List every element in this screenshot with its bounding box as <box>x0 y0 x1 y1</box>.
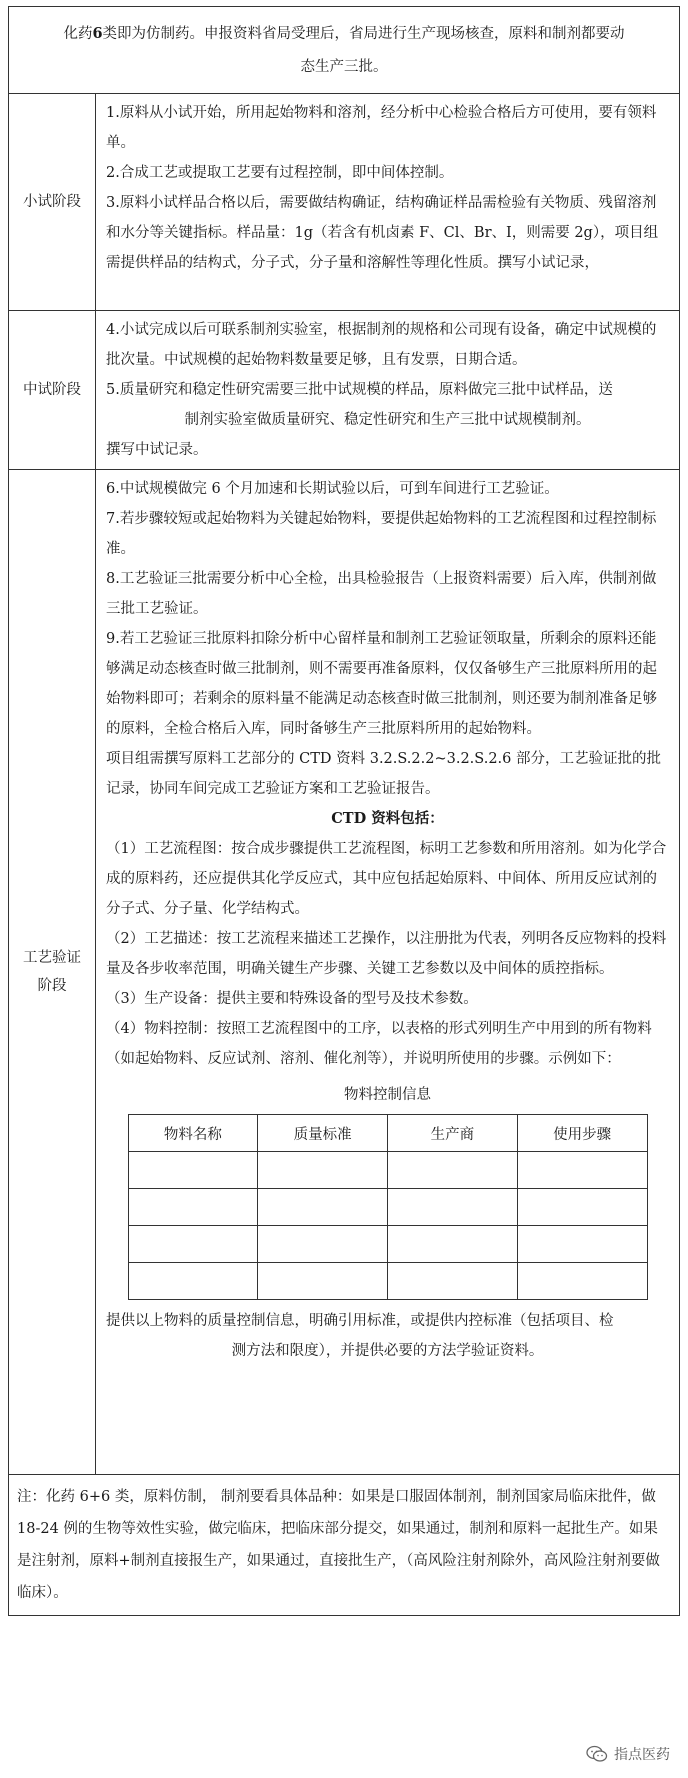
table-cell <box>388 1189 518 1226</box>
process-after-b: 测方法和限度），并提供必要的方法学验证资料。 <box>231 1343 544 1359</box>
table-cell <box>128 1263 258 1300</box>
intro-line1-b: 6 <box>92 25 103 42</box>
table-cell <box>258 1189 388 1226</box>
watermark <box>582 1742 674 1766</box>
small-scale-row <box>9 94 679 311</box>
table-cell <box>517 1152 647 1189</box>
header-quality-standard: 质量标准 <box>258 1115 388 1152</box>
table-cell <box>388 1152 518 1189</box>
process-after-a: 提供以上物料的质量控制信息，明确引用标准，或提供内控标准（包括项目、检 <box>106 1313 614 1329</box>
table-cell <box>128 1189 258 1226</box>
small-p1: 1.原料从小试开始，所用起始物料和溶剂，经分析中心检验合格后方可使用，要有领料单。 <box>106 105 657 151</box>
mid-scale-content <box>96 311 679 469</box>
table-cell <box>388 1226 518 1263</box>
mid-scale-label-text: 中试阶段 <box>23 382 81 398</box>
mid-p4: 4.小试完成以后可联系制剂实验室，根据制剂的规格和公司现有设备，确定中试规模的批次量。中试规模的起始物料数量要足够，且有发票，日期合适。 <box>106 322 657 368</box>
process-p9: 9.若工艺验证三批原料扣除分析中心留样量和制剂工艺验证领取量，所剩余的原料还能够满足动态核查时做三批制剂，则不需要再准备原料，仅仅备够生产三批原料所用的起始物料即可；若剩余的原料量不能满足动态核查时做三批制剂，则还要为制剂准备足够的原料，全检合格后入库，同时备够生产三批原料所用的起始物料。 <box>106 631 657 737</box>
process-validation-row <box>9 470 679 1475</box>
material-table-title: 物料控制信息 <box>344 1087 431 1103</box>
table-row <box>128 1189 647 1226</box>
header-manufacturer: 生产商 <box>388 1115 518 1152</box>
small-scale-content <box>96 94 679 310</box>
table-cell <box>128 1226 258 1263</box>
table-cell <box>128 1152 258 1189</box>
table-cell <box>258 1263 388 1300</box>
ctd-item-1: （1）工艺流程图：按合成步骤提供工艺流程图，标明工艺参数和所用溶剂。如为化学合成的原料药，还应提供其化学反应式，其中应包括起始原料、中间体、所用反应试剂的分子式、分子量、化学结构式。 <box>106 841 667 917</box>
wechat-icon <box>586 1745 608 1763</box>
process-validation-content <box>96 470 679 1474</box>
process-p7: 7.若步骤较短或起始物料为关键起始物料，要提供起始物料的工艺流程图和过程控制标准。 <box>106 511 657 557</box>
ctd-title-a: CTD <box>331 810 367 827</box>
intro-line2: 态生产三批。 <box>300 59 388 75</box>
process-p8: 8.工艺验证三批需要分析中心全检，出具检验报告（上报资料需要）后入库，供制剂做三批工艺验证。 <box>106 571 657 617</box>
mid-p5c: 撰写中试记录。 <box>106 442 208 458</box>
mid-scale-label <box>9 311 96 469</box>
header-material-name: 物料名称 <box>128 1115 258 1152</box>
material-table-header-row <box>128 1115 647 1152</box>
ctd-title <box>106 804 669 834</box>
small-scale-label <box>9 94 96 310</box>
table-cell <box>517 1189 647 1226</box>
table-row <box>128 1152 647 1189</box>
small-scale-label-text: 小试阶段 <box>23 194 81 210</box>
watermark-text: 指点医药 <box>614 1747 670 1763</box>
process-p10: 项目组需撰写原料工艺部分的 CTD 资料 3.2.S.2.2~3.2.S.2.6 部分，工艺验证批的批记录，协同车间完成工艺验证方案和工艺验证报告。 <box>106 751 661 797</box>
table-cell <box>517 1226 647 1263</box>
mid-p5b: 制剂实验室做质量研究、稳定性研究和生产三批中试规模制剂。 <box>184 412 591 428</box>
note-text: 注：化药 6+6 类，原料仿制， 制剂要看具体品种：如果是口服固体制剂，制剂国家局临床批件，做 18-24 例的生物等效性实验，做完临床，把临床部分提交，如果通过，制剂和原料一起批生产。如果是注射剂，原料+制剂直接报生产，如果通过，直接批生产，（高风险注射剂除外，高风险注射剂要做临床）。 <box>17 1489 660 1601</box>
ctd-item-4: （4）物料控制：按照工艺流程图中的工序，以表格的形式列明生产中用到的所有物料（如起始物料、反应试剂、溶剂、催化剂等），并说明所使用的步骤。示例如下： <box>106 1021 652 1067</box>
mid-scale-row <box>9 311 679 470</box>
intro-line1-a: 化药 <box>63 26 93 42</box>
table-cell <box>258 1226 388 1263</box>
process-label-a: 工艺验证 <box>23 950 81 966</box>
header-usage-step: 使用步骤 <box>517 1115 647 1152</box>
process-label-b: 阶段 <box>37 978 67 994</box>
process-p6: 6.中试规模做完 6 个月加速和长期试验以后，可到车间进行工艺验证。 <box>106 481 559 497</box>
note-row <box>9 1475 679 1615</box>
ctd-item-3: （3）生产设备：提供主要和特殊设备的型号及技术参数。 <box>106 991 478 1007</box>
table-row <box>128 1263 647 1300</box>
material-control-table <box>128 1114 648 1300</box>
table-cell <box>388 1263 518 1300</box>
mid-p5a: 5.质量研究和稳定性研究需要三批中试规模的样品，原料做完三批中试样品，送 <box>106 382 613 398</box>
intro-text <box>9 7 679 93</box>
intro-row <box>9 7 679 94</box>
intro-line1-c: 类即为仿制药。申报资料省局受理后，省局进行生产现场核查，原料和制剂都要动 <box>102 26 625 42</box>
ctd-title-b: 资料包括： <box>366 810 444 827</box>
table-row <box>128 1226 647 1263</box>
table-cell <box>517 1263 647 1300</box>
table-cell <box>258 1152 388 1189</box>
small-p3: 3.原料小试样品合格以后，需要做结构确证，结构确证样品需检验有关物质、残留溶剂和水分等关键指标。样品量：1g（若含有机卤素 F、Cl、Br、I，则需要 2g），项目组需提供样品的结构式，分子式，分子量和溶解性等理化性质。撰写小试记录， <box>106 195 659 271</box>
ctd-item-2: （2）工艺描述：按工艺流程来描述工艺操作，以注册批为代表，列明各反应物料的投料量及各步收率范围，明确关键生产步骤、关键工艺参数以及中间体的质控指标。 <box>106 931 667 977</box>
document-table <box>8 6 680 1616</box>
small-p2: 2.合成工艺或提取工艺要有过程控制，即中间体控制。 <box>106 165 454 181</box>
process-validation-label <box>9 470 96 1474</box>
